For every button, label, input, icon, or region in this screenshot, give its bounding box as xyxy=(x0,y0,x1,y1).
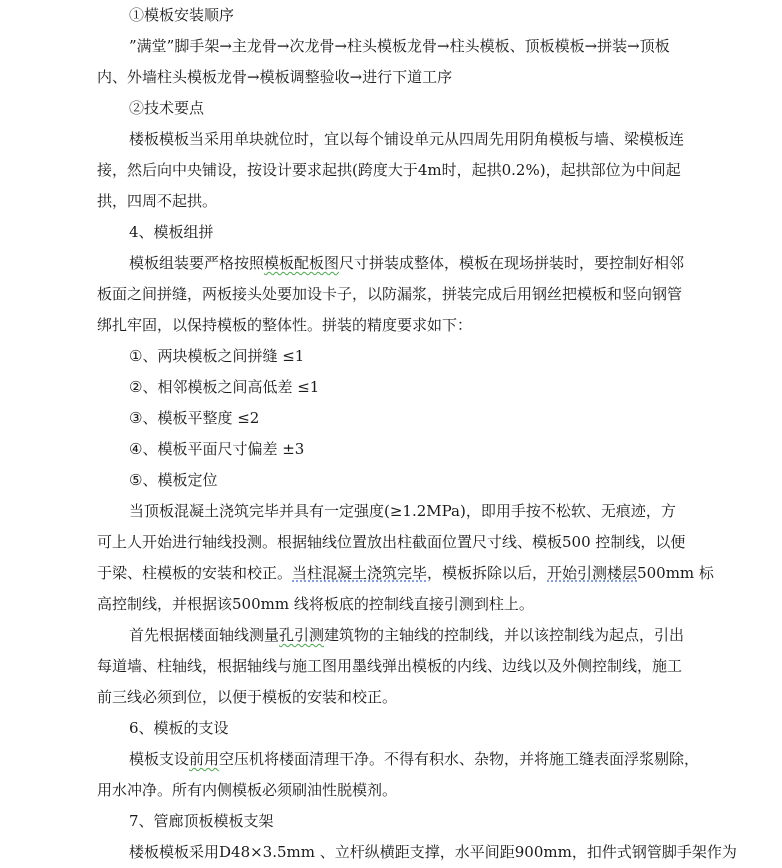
spellcheck-underline-text: 模板配板图 xyxy=(264,254,340,272)
paragraph-line: 可上人开始进行轴线投测。根据轴线位置放出柱截面位置尺寸线、模板500 控制线，以便 xyxy=(97,533,686,551)
section-heading-formwork-assembly: 4、模板组拼 xyxy=(129,223,214,241)
circled-number-marker: ④ xyxy=(129,440,143,458)
spellcheck-underline-text: 孔引测 xyxy=(279,626,325,644)
list-item-tolerance: ③、模板平整度 ≤2 xyxy=(0,403,782,434)
paragraph-line: 楼板模板当采用单块就位时，宜以每个铺设单元从四周先用阴角模板与墙、梁模板连 xyxy=(129,130,685,148)
subheading-technical-points: ②技术要点 xyxy=(129,99,205,117)
section-heading-formwork-erection: 6、模板的支设 xyxy=(129,719,229,737)
paragraph-line: 每道墙、柱轴线，根据轴线与施工图用墨线弹出模板的内线、边线以及外侧控制线，施工 xyxy=(97,657,683,675)
paragraph-line: 高控制线，并根据该500mm 线将板底的控制线直接引测到柱上。 xyxy=(97,595,534,613)
spellcheck-underline-text: 前用 xyxy=(189,750,220,768)
list-item-tolerance: ②、相邻模板之间高低差 ≤1 xyxy=(0,372,782,403)
paragraph-line: 接，然后向中央铺设，按设计要求起拱(跨度大于4m时，起拱0.2%)，起拱部位为中间起 xyxy=(97,161,681,179)
subheading-install-sequence: ①模板安装顺序 xyxy=(129,6,235,24)
paragraph-line: 板面之间拼缝，两板接头处要加设卡子，以防漏浆，拼装完成后用钢丝把模板和竖向钢管 xyxy=(97,285,683,303)
circled-number-marker: ② xyxy=(129,378,143,396)
paragraph-line: 内、外墙柱头模板龙骨→模板调整验收→进行下道工序 xyxy=(97,68,453,86)
list-item-tolerance: ④、模板平面尺寸偏差 ±3 xyxy=(0,434,782,465)
list-item-positioning: ⑤、模板定位 xyxy=(0,465,782,496)
paragraph-line: 拱，四周不起拱。 xyxy=(97,192,218,210)
paragraph-line: 用水冲净。所有内侧模板必须刷油性脱模剂。 xyxy=(97,781,398,799)
paragraph-line: 模板组装要严格按照模板配板图尺寸拼装成整体，模板在现场拼装时，要控制好相邻 xyxy=(129,254,685,272)
circled-number-marker: ⑤ xyxy=(129,471,143,489)
paragraph-line: 绑扎牢固，以保持模板的整体性。拼装的精度要求如下： xyxy=(97,316,473,334)
paragraph-line: ”满堂”脚手架→主龙骨→次龙骨→柱头模板龙骨→柱头模板、顶板模板→拼装→顶板 xyxy=(129,37,670,55)
paragraph-line: 于梁、柱模板的安装和校正。当柱混凝土浇筑完毕，模板拆除以后，开始引测楼层500mm 标 xyxy=(97,564,714,582)
grammar-underline-text: 开始引测楼层 xyxy=(547,564,638,582)
circled-number-marker: ③ xyxy=(129,409,143,427)
section-heading-gallery-roof-support: 7、管廊顶板模板支架 xyxy=(129,812,274,830)
paragraph-line-cut-off: 楼板模板采用D48×3.5mm 、立杆纵横距支撑，水平间距900mm，扣件式钢管脚手架作为 xyxy=(129,843,737,861)
list-item-tolerance: ①、两块模板之间拼缝 ≤1 xyxy=(0,341,782,372)
paragraph-line: 当顶板混凝土浇筑完毕并具有一定强度(≥1.2MPa)，即用手按不松软、无痕迹，方 xyxy=(129,502,676,520)
paragraph-line: 模板支设前用空压机将楼面清理干净。不得有积水、杂物，并将施工缝表面浮浆剔除， xyxy=(129,750,700,768)
grammar-underline-text: 当柱混凝土浇筑完毕 xyxy=(292,564,428,582)
paragraph-line: 首先根据楼面轴线测量孔引测建筑物的主轴线的控制线，并以该控制线为起点，引出 xyxy=(129,626,685,644)
paragraph-line: 前三线必须到位，以便于模板的安装和校正。 xyxy=(97,688,398,706)
circled-number-marker: ① xyxy=(129,347,143,365)
